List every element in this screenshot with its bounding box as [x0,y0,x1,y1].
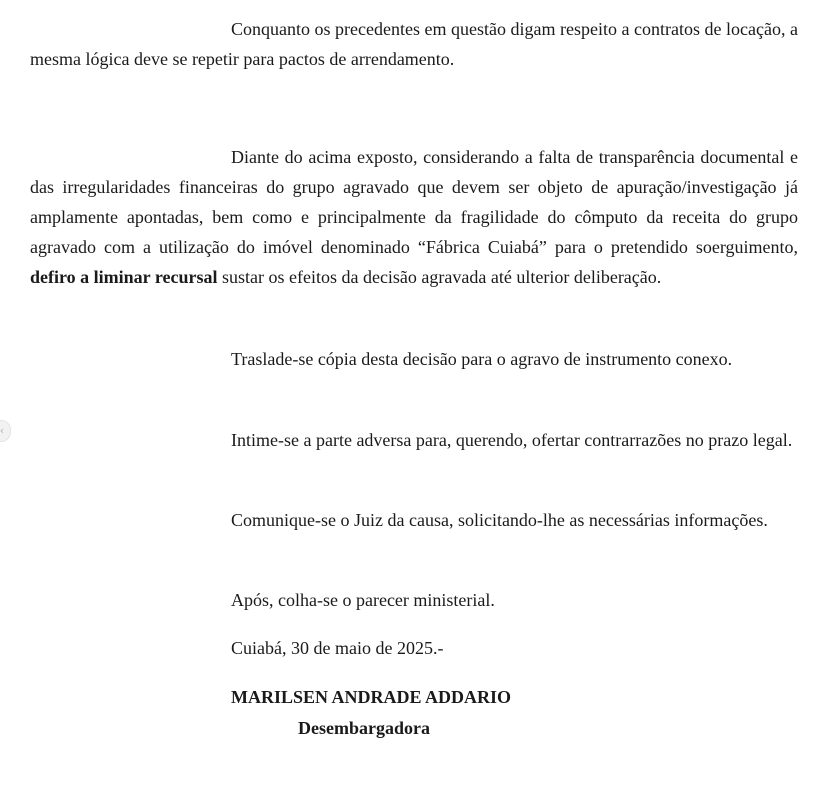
paragraph-decision-text-before: Diante do acima exposto, considerando a falta de transparência documental e das irregularidades financeiras do grupo agravado que devem ser objeto de apuração/investigação já amplamente apontadas, bem como e principalmente da fragilidade do cômputo da receita do grupo agravado com a utilização do imóvel denominado “Fábrica Cuiabá” para o pretendido soerguimento, [30,147,798,257]
paragraph-parecer: Após, colha-se o parecer ministerial. [231,590,495,610]
paragraph-traslade: Traslade-se cópia desta decisão para o agravo de instrumento conexo. [231,349,733,369]
date-line: Cuiabá, 30 de maio de 2025.- [231,638,444,658]
paragraph-comunique: Comunique-se o Juiz da causa, solicitando-lhe as necessárias informações. [231,510,768,530]
paragraph-intime: Intime-se a parte adversa para, querendo, ofertar contrarrazões no prazo legal. [231,430,793,450]
paragraph-decision-bold: defiro a liminar recursal [30,267,218,287]
paragraph-decision-text-after: sustar os efeitos da decisão agravada até ulterior deliberação. [217,267,662,287]
signature-name: MARILSEN ANDRADE ADDARIO [231,687,512,707]
paragraph-precedents: Conquanto os precedentes em questão digam respeito a contratos de locação, a mesma lógica deve se repetir para pactos de arrendamento. [30,19,798,69]
chevron-left-icon[interactable]: ‹ [0,420,11,442]
paragraph-decision [30,142,798,292]
signature-title: Desembargadora [298,718,430,738]
